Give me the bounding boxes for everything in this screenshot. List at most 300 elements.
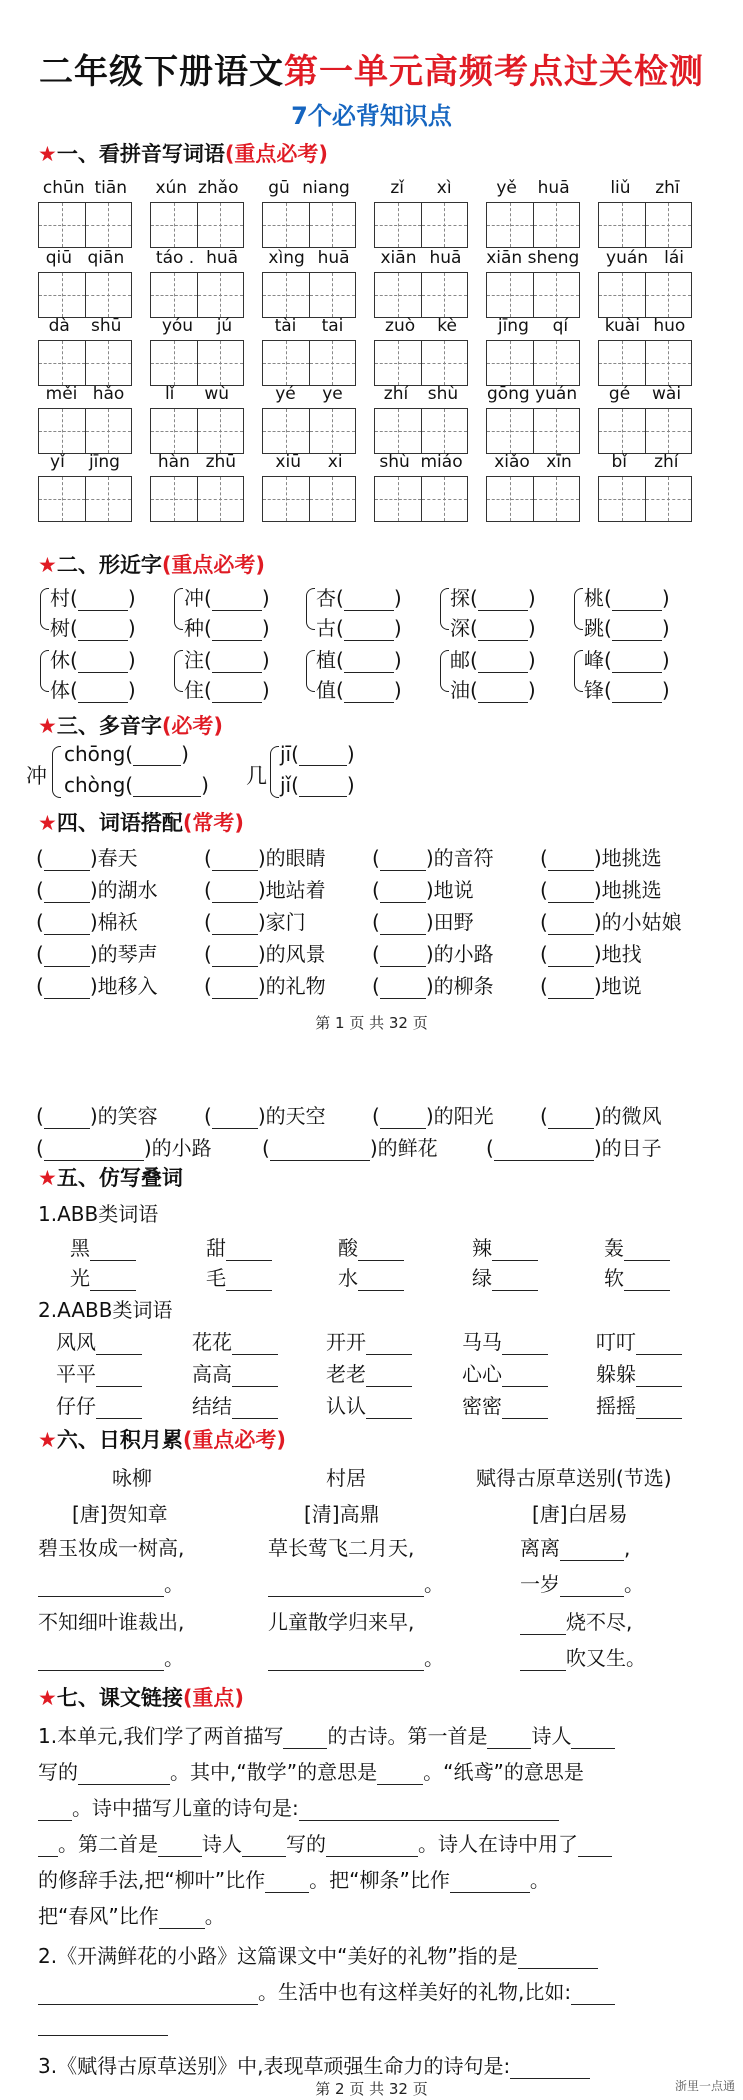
pinyin-text (150, 316, 244, 338)
writing-box[interactable] (486, 272, 580, 318)
writing-box[interactable] (38, 340, 132, 386)
page-footer: 第 1 页 共 32 页 (315, 1014, 428, 1032)
writing-box[interactable] (150, 202, 244, 248)
section-label: 二、形近字 (56, 553, 162, 577)
pinyin-text (150, 248, 244, 270)
abb-item: 轰 (604, 1232, 670, 1261)
page-title (0, 44, 743, 93)
pinyin-syllable: ye (322, 384, 343, 404)
pinyin-syllable: miáo (420, 452, 463, 472)
writing-cell[interactable] (534, 409, 580, 453)
writing-box[interactable] (486, 202, 580, 248)
writing-box[interactable] (374, 340, 468, 386)
writing-box[interactable] (374, 272, 468, 318)
pinyin-syllable: xīn (546, 452, 572, 472)
writing-cell[interactable] (375, 477, 422, 521)
writing-cell[interactable] (151, 477, 198, 521)
pinyin-syllable: yuán (606, 248, 649, 268)
pinyin-text (486, 452, 580, 474)
brace (174, 588, 183, 630)
aabb-item: 认认 (326, 1390, 412, 1419)
brace (52, 746, 61, 798)
writing-cell[interactable] (487, 341, 534, 385)
xingjin-item: 住( ) (184, 678, 270, 702)
writing-cell[interactable] (151, 273, 198, 317)
pinyin-syllable: huā (429, 248, 462, 268)
writing-cell[interactable] (86, 203, 132, 247)
page-footer: 第 2 页 共 32 页 (315, 2080, 428, 2098)
writing-box[interactable] (262, 202, 356, 248)
writing-cell[interactable] (263, 477, 310, 521)
duoyin-item: jǐ( ) (280, 773, 355, 797)
pinyin-text (598, 248, 692, 270)
pinyin-syllable: qiān (87, 248, 125, 268)
writing-box[interactable] (262, 272, 356, 318)
poem-blank: 。 (38, 1568, 184, 1597)
duoyin-char-2: 几 (246, 764, 267, 788)
writing-cell[interactable] (39, 203, 86, 247)
section-label: 六、日积月累 (56, 1428, 183, 1452)
dapei-item: ( )春天 (36, 846, 138, 870)
poem-title: 咏柳 (112, 1466, 152, 1490)
writing-cell[interactable] (310, 341, 356, 385)
aabb-item: 风风 (56, 1326, 142, 1355)
brace (174, 650, 183, 692)
writing-cell[interactable] (39, 341, 86, 385)
writing-cell[interactable] (263, 341, 310, 385)
pinyin-syllable: tài (274, 316, 297, 336)
brace (306, 650, 315, 692)
abb-item: 辣 (472, 1232, 538, 1261)
xingjin-item: 植( ) (316, 648, 402, 672)
pinyin-syllable: qí (552, 316, 569, 336)
pinyin-text (262, 316, 356, 338)
xingjin-item: 值( ) (316, 678, 402, 702)
pinyin-syllable: zuò (385, 316, 416, 336)
pinyin-text (598, 384, 692, 406)
writing-cell[interactable] (646, 273, 692, 317)
poem-line: 儿童散学归来早, (268, 1610, 415, 1634)
writing-box[interactable] (38, 202, 132, 248)
dapei-item: ( )棉袄 (36, 910, 138, 934)
pinyin-text (374, 384, 468, 406)
abb-item: 甜 (206, 1232, 272, 1261)
abb-item: 酸 (338, 1232, 404, 1261)
pinyin-syllable: chūn (42, 178, 85, 198)
pinyin-syllable: měi (45, 384, 78, 404)
section-3-heading (38, 710, 223, 740)
section-tag: (必考) (161, 714, 224, 738)
abb-label: 1.ABB类词语 (38, 1202, 159, 1226)
title-part-1: 二年级下册语文 (39, 52, 284, 92)
pinyin-syllable: jīng (88, 452, 120, 472)
dapei-item: ( )的微风 (540, 1104, 662, 1128)
poem-author: [清]高鼎 (304, 1502, 380, 1526)
pinyin-syllable: zhǎo (197, 178, 239, 198)
writing-cell[interactable] (487, 409, 534, 453)
section-1-heading (38, 138, 328, 168)
writing-box[interactable] (150, 272, 244, 318)
dapei-item: ( )的笑容 (36, 1104, 158, 1128)
pinyin-text (150, 178, 244, 200)
pinyin-syllable: xiū (275, 452, 301, 472)
writing-cell[interactable] (534, 273, 580, 317)
writing-cell[interactable] (310, 203, 356, 247)
dapei-item: ( )的眼睛 (204, 846, 326, 870)
xingjin-item: 杏( ) (316, 586, 402, 610)
kewen-line: 2.《开满鲜花的小路》这篇课文中“美好的礼物”指的是 (38, 1940, 598, 1969)
abb-item: 毛 (206, 1262, 272, 1291)
writing-cell[interactable] (375, 409, 422, 453)
writing-cell[interactable] (198, 409, 244, 453)
abb-item: 水 (338, 1262, 404, 1291)
kewen-line: 的修辞手法,把“柳叶”比作 。把“柳条”比作 。 (38, 1868, 550, 1892)
writing-cell[interactable] (646, 409, 692, 453)
pinyin-syllable: yóu (161, 316, 194, 336)
writing-cell[interactable] (422, 477, 468, 521)
dapei-item: ( )地说 (372, 878, 474, 902)
pinyin-text (374, 178, 468, 200)
dapei-item: ( )的柳条 (372, 974, 494, 998)
aabb-item: 密密 (462, 1390, 548, 1419)
pinyin-syllable: hǎo (92, 384, 125, 404)
pinyin-syllable: gōng yuán (486, 384, 578, 404)
pinyin-syllable: gū (268, 178, 290, 198)
pinyin-text (598, 316, 692, 338)
writing-box[interactable] (150, 476, 244, 522)
writing-cell[interactable] (375, 341, 422, 385)
kewen-line: 1.本单元,我们学了两首描写 的古诗。第一首是 诗人 (38, 1720, 615, 1749)
dapei-item: ( )的风景 (204, 942, 326, 966)
poem-blank: 烧不尽, (520, 1606, 632, 1635)
writing-cell[interactable] (198, 477, 244, 521)
pinyin-syllable: huā (317, 248, 350, 268)
xingjin-item: 锋( ) (584, 678, 670, 702)
xingjin-item: 种( ) (184, 616, 270, 640)
pinyin-syllable: zhí (654, 452, 679, 472)
dapei-item: ( )地站着 (204, 878, 326, 902)
dapei-item: ( )田野 (372, 910, 474, 934)
pinyin-syllable: xì (436, 178, 452, 198)
writing-cell[interactable] (599, 409, 646, 453)
dapei-item: ( )地找 (540, 942, 642, 966)
pinyin-text (262, 452, 356, 474)
aabb-item: 叮叮 (596, 1326, 682, 1355)
xingjin-item: 桃( ) (584, 586, 670, 610)
pinyin-syllable: huā (206, 248, 239, 268)
xingjin-item: 跳( ) (584, 616, 670, 640)
pinyin-syllable: gé (608, 384, 631, 404)
section-tag: (重点必考) (182, 1428, 287, 1452)
writing-box[interactable] (374, 408, 468, 454)
pinyin-syllable: xiān sheng (486, 248, 580, 268)
xingjin-item: 深( ) (450, 616, 536, 640)
pinyin-syllable: tai (321, 316, 344, 336)
writing-box[interactable] (598, 272, 692, 318)
pinyin-syllable: lái (664, 248, 684, 268)
poem-line: 不知细叶谁裁出, (38, 1610, 185, 1634)
writing-cell[interactable] (646, 477, 692, 521)
writing-cell[interactable] (487, 203, 534, 247)
writing-cell[interactable] (86, 409, 132, 453)
writing-cell[interactable] (310, 477, 356, 521)
writing-box[interactable] (150, 408, 244, 454)
dapei-item: ( )的小路 (36, 1136, 212, 1160)
writing-cell[interactable] (422, 409, 468, 453)
poem-blank: 一岁 。 (520, 1572, 644, 1596)
dapei-item: ( )地挑选 (540, 878, 662, 902)
section-label: 四、词语搭配 (56, 811, 183, 835)
writing-box[interactable] (262, 408, 356, 454)
dapei-item: ( )地挑选 (540, 846, 662, 870)
section-label: 一、看拼音写词语 (56, 142, 225, 166)
section-label: 三、多音字 (56, 714, 162, 738)
writing-cell[interactable] (375, 203, 422, 247)
dapei-item: ( )的小路 (372, 942, 494, 966)
writing-cell[interactable] (534, 477, 580, 521)
duoyin-char-1: 冲 (26, 764, 47, 788)
writing-box[interactable] (374, 202, 468, 248)
dapei-item: ( )地移入 (36, 974, 158, 998)
pinyin-syllable: jīng (497, 316, 529, 336)
pinyin-text (374, 316, 468, 338)
dapei-item: ( )的礼物 (204, 974, 326, 998)
pinyin-text (38, 178, 132, 200)
kewen-line: 。第二首是 诗人 写的 。诗人在诗中用了 (38, 1828, 612, 1857)
aabb-item: 躲躲 (596, 1358, 682, 1387)
abb-item: 黑 (70, 1232, 136, 1261)
aabb-item: 老老 (326, 1358, 412, 1387)
writing-box[interactable] (598, 408, 692, 454)
poem-blank: 。 (268, 1568, 444, 1597)
poem-blank: 离离 , (520, 1536, 631, 1560)
writing-cell[interactable] (310, 409, 356, 453)
dapei-item: ( )的琴声 (36, 942, 158, 966)
pinyin-syllable: yé (275, 384, 296, 404)
pinyin-syllable: liǔ (610, 178, 631, 198)
writing-cell[interactable] (422, 341, 468, 385)
dapei-item: ( )地说 (540, 974, 642, 998)
brace (306, 588, 315, 630)
pinyin-text (374, 452, 468, 474)
page-2 (0, 1060, 743, 2100)
writing-cell[interactable] (86, 477, 132, 521)
dapei-item: ( )的音符 (372, 846, 494, 870)
writing-cell[interactable] (198, 273, 244, 317)
aabb-item: 仔仔 (56, 1390, 142, 1419)
xingjin-item: 冲( ) (184, 586, 270, 610)
pinyin-syllable: hàn (157, 452, 190, 472)
aabb-item: 结结 (192, 1390, 278, 1419)
star-icon: ★ (38, 1166, 57, 1190)
pinyin-syllable: táo . (155, 248, 195, 268)
pinyin-syllable: xiān (380, 248, 417, 268)
pinyin-syllable: bǐ (611, 452, 628, 472)
section-6-heading (38, 1424, 286, 1454)
writing-box[interactable] (150, 340, 244, 386)
section-4-heading (38, 807, 244, 837)
dapei-item: ( )的阳光 (372, 1104, 494, 1128)
abb-item: 光 (70, 1262, 136, 1291)
pinyin-syllable: shū (91, 316, 122, 336)
writing-cell[interactable] (599, 341, 646, 385)
kewen-line: 把“春风”比作 。 (38, 1904, 225, 1928)
pinyin-syllable: jú (216, 316, 233, 336)
writing-cell[interactable] (151, 409, 198, 453)
star-icon: ★ (38, 714, 57, 738)
poem-author: [唐]贺知章 (72, 1502, 168, 1526)
writing-box[interactable] (38, 476, 132, 522)
writing-box[interactable] (486, 408, 580, 454)
writing-box[interactable] (598, 202, 692, 248)
kewen-line: 写的 。其中,“散学”的意思是 。“纸鸢”的意思是 (38, 1760, 584, 1784)
section-tag: (重点) (182, 1686, 245, 1710)
writing-cell[interactable] (310, 273, 356, 317)
star-icon: ★ (38, 1686, 57, 1710)
xingjin-item: 探( ) (450, 586, 536, 610)
kewen-line: 。生活中也有这样美好的礼物,比如: (38, 1976, 615, 2005)
writing-box[interactable] (262, 476, 356, 522)
poem-line: 碧玉妆成一树高, (38, 1536, 185, 1560)
writing-cell[interactable] (487, 477, 534, 521)
writing-box[interactable] (38, 408, 132, 454)
writing-box[interactable] (486, 476, 580, 522)
pinyin-syllable: tiān (94, 178, 128, 198)
pinyin-syllable: lǐ (164, 384, 175, 404)
pinyin-syllable: kuài (604, 316, 640, 336)
pinyin-text (150, 384, 244, 406)
brace (440, 650, 449, 692)
xingjin-item: 休( ) (50, 648, 136, 672)
pinyin-syllable: wài (652, 384, 682, 404)
dapei-item: ( )家门 (204, 910, 306, 934)
dapei-item: ( )的小姑娘 (540, 910, 682, 934)
writing-cell[interactable] (422, 203, 468, 247)
pinyin-text (38, 248, 132, 270)
star-icon: ★ (38, 811, 57, 835)
brace (440, 588, 449, 630)
duoyin-item: chōng( ) (64, 742, 189, 766)
section-tag: (常考) (182, 811, 245, 835)
writing-cell[interactable] (198, 203, 244, 247)
duoyin-item: jī( ) (280, 742, 355, 766)
writing-cell[interactable] (151, 341, 198, 385)
pinyin-syllable: zhí (383, 384, 409, 404)
section-2-heading (38, 549, 265, 579)
writing-box[interactable] (262, 340, 356, 386)
pinyin-syllable: zhī (655, 178, 680, 198)
pinyin-text (262, 384, 356, 406)
writing-cell[interactable] (599, 477, 646, 521)
writing-cell[interactable] (151, 203, 198, 247)
xingjin-item: 注( ) (184, 648, 270, 672)
writing-cell[interactable] (375, 273, 422, 317)
pinyin-text (150, 452, 244, 474)
pinyin-syllable: huā (537, 178, 570, 198)
abb-item: 软 (604, 1262, 670, 1291)
kewen-line (38, 2012, 168, 2036)
writing-cell[interactable] (263, 203, 310, 247)
writing-cell[interactable] (198, 341, 244, 385)
xingjin-item: 村( ) (50, 586, 136, 610)
poem-blank: 。 (268, 1642, 444, 1671)
pinyin-syllable: yě (496, 178, 517, 198)
pinyin-syllable: yǐ (50, 452, 65, 472)
aabb-item: 高高 (192, 1358, 278, 1387)
writing-cell[interactable] (599, 273, 646, 317)
xingjin-item: 古( ) (316, 616, 402, 640)
writing-cell[interactable] (39, 273, 86, 317)
xingjin-item: 体( ) (50, 678, 136, 702)
poem-line: 草长莺飞二月天, (268, 1536, 415, 1560)
brace (574, 650, 583, 692)
pinyin-syllable: wù (204, 384, 230, 404)
section-tag: (重点必考) (161, 553, 266, 577)
aabb-item: 花花 (192, 1326, 278, 1355)
star-icon: ★ (38, 1428, 57, 1452)
writing-cell[interactable] (534, 203, 580, 247)
writing-cell[interactable] (422, 273, 468, 317)
section-tag: (重点必考) (224, 142, 329, 166)
pinyin-text (262, 248, 356, 270)
section-label: 五、仿写叠词 (56, 1166, 183, 1190)
writing-box[interactable] (486, 340, 580, 386)
page-subtitle: 7个必背知识点 (291, 102, 452, 130)
pinyin-text (486, 316, 580, 338)
pinyin-syllable: xi (327, 452, 343, 472)
writing-box[interactable] (38, 272, 132, 318)
writing-box[interactable] (598, 340, 692, 386)
writing-cell[interactable] (263, 273, 310, 317)
aabb-item: 摇摇 (596, 1390, 682, 1419)
pinyin-text (598, 452, 692, 474)
writing-cell[interactable] (487, 273, 534, 317)
pinyin-text (486, 248, 580, 270)
pinyin-syllable: dà (48, 316, 70, 336)
pinyin-text (262, 178, 356, 200)
writing-cell[interactable] (599, 203, 646, 247)
section-label: 七、课文链接 (56, 1686, 183, 1710)
writing-box[interactable] (374, 476, 468, 522)
writing-cell[interactable] (646, 203, 692, 247)
duoyin-item: chòng( ) (64, 773, 209, 797)
xingjin-item: 峰( ) (584, 648, 670, 672)
section-5-heading (38, 1162, 183, 1192)
poem-title: 赋得古原草送别(节选) (476, 1466, 672, 1490)
xingjin-item: 邮( ) (450, 648, 536, 672)
pinyin-syllable: kè (437, 316, 457, 336)
writing-cell[interactable] (86, 273, 132, 317)
kewen-line: 3.《赋得古原草送别》中,表现草顽强生命力的诗句是: (38, 2050, 590, 2079)
writing-cell[interactable] (263, 409, 310, 453)
pinyin-syllable: niang (302, 178, 350, 198)
watermark: 浙里一点通 (674, 2079, 735, 2093)
pinyin-syllable: shù (379, 452, 410, 472)
pinyin-syllable: xiǎo (494, 452, 530, 472)
star-icon: ★ (38, 142, 57, 166)
writing-cell[interactable] (646, 341, 692, 385)
kewen-line: 。诗中描写儿童的诗句是: (38, 1792, 559, 1821)
writing-cell[interactable] (534, 341, 580, 385)
aabb-item: 开开 (326, 1326, 412, 1355)
writing-cell[interactable] (39, 477, 86, 521)
writing-box[interactable] (598, 476, 692, 522)
writing-cell[interactable] (39, 409, 86, 453)
pinyin-syllable: xún (155, 178, 188, 198)
writing-cell[interactable] (86, 341, 132, 385)
pinyin-syllable: zhū (205, 452, 237, 472)
aabb-item: 心心 (462, 1358, 548, 1387)
